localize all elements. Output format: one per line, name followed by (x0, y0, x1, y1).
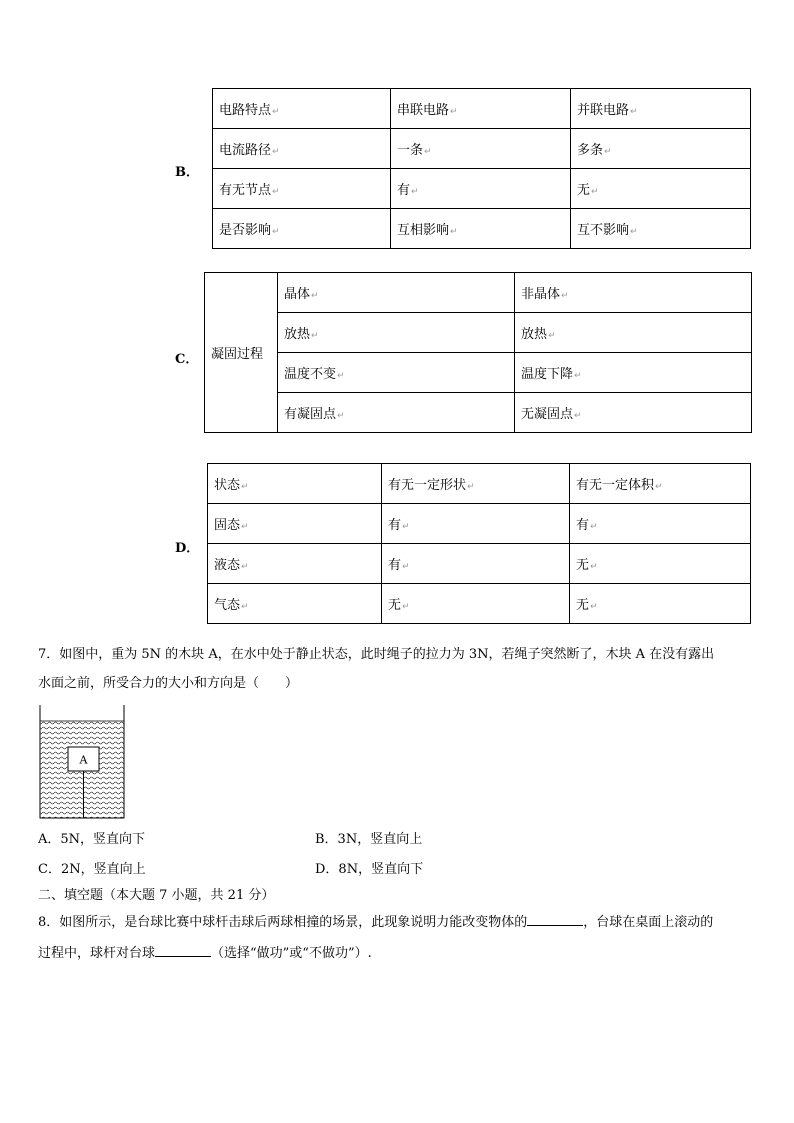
table-cell (515, 273, 752, 313)
table-cell (515, 313, 752, 353)
cell-text: 无凝固点 (521, 407, 574, 422)
paragraph-mark-icon: ↵ (655, 482, 663, 492)
paragraph-mark-icon: ↵ (574, 411, 582, 421)
table-row (208, 464, 751, 504)
table-row (208, 504, 751, 544)
table-cell (278, 273, 515, 313)
paragraph-mark-icon: ↵ (402, 602, 410, 612)
answer-blank-1[interactable] (527, 913, 583, 926)
paragraph-mark-icon: ↵ (450, 107, 458, 117)
table-cell (213, 209, 391, 249)
cell-text: 有无一定形状 (388, 478, 467, 493)
question-8-text-b: ，台球在桌面上滚动的 (583, 915, 714, 930)
cell-text: 气态 (214, 598, 241, 613)
table-cell (278, 353, 515, 393)
cell-text: 有凝固点 (284, 407, 337, 422)
table-cell (571, 89, 751, 129)
paragraph-mark-icon: ↵ (450, 227, 458, 237)
cell-text: 有 (388, 518, 402, 533)
paragraph-mark-icon: ↵ (590, 562, 598, 572)
table-cell (382, 464, 570, 504)
paragraph-mark-icon: ↵ (241, 602, 249, 612)
table-cell (570, 504, 751, 544)
cell-text: 放热 (521, 327, 548, 342)
cell-text: 放热 (284, 327, 311, 342)
paragraph-mark-icon: ↵ (311, 331, 319, 341)
table-row (213, 169, 751, 209)
table-cell (382, 584, 570, 624)
cell-text: 串联电路 (397, 103, 450, 118)
cell-text: 电流路径 (219, 143, 272, 158)
question-7-line1: 7．如图中，重为 5N 的木块 A，在水中处于静止状态，此时绳子的拉力为 3N，若绳子突然断了，木块 A 在没有露出 (38, 647, 715, 662)
paragraph-mark-icon: ↵ (241, 482, 249, 492)
option-c-label: C． (175, 352, 199, 367)
cell-text: 无 (576, 598, 590, 613)
cell-text: 状态 (214, 478, 241, 493)
question-8-text-a: 8．如图所示，是台球比赛中球杆击球后两球相撞的场景，此现象说明力能改变物体的 (38, 915, 528, 930)
cell-text: 互相影响 (397, 223, 450, 238)
cell-text: 有 (397, 183, 411, 198)
table-cell (208, 504, 382, 544)
answer-blank-2[interactable] (155, 944, 211, 957)
table-cell (278, 313, 515, 353)
paragraph-mark-icon: ↵ (574, 371, 582, 381)
paragraph-mark-icon: ↵ (337, 411, 345, 421)
cell-text: 无 (388, 598, 402, 613)
question-8-text-d: （选择“做功”或“不做功”）. (211, 946, 372, 961)
cell-text: 有 (388, 558, 402, 573)
question-7-line2: 水面之前，所受合力的大小和方向是（ ） (38, 676, 299, 691)
table-cell (515, 353, 752, 393)
cell-text: 并联电路 (577, 103, 630, 118)
paragraph-mark-icon: ↵ (411, 187, 419, 197)
table-row (205, 313, 752, 353)
paragraph-mark-icon: ↵ (561, 291, 569, 301)
paragraph-mark-icon: ↵ (467, 482, 475, 492)
answer-option-c[interactable]: C．2N，竖直向上 (38, 862, 146, 877)
figure-beaker-with-block (36, 705, 128, 823)
wood-block-a-label: A (79, 753, 88, 767)
paragraph-mark-icon: ↵ (241, 522, 249, 532)
table-cell (208, 464, 382, 504)
cell-text: 晶体 (284, 287, 311, 302)
cell-text: 温度不变 (284, 367, 337, 382)
cell-text: 多条 (577, 143, 604, 158)
paragraph-mark-icon: ↵ (591, 187, 599, 197)
paragraph-mark-icon: ↵ (272, 187, 280, 197)
cell-text: 温度下降 (521, 367, 574, 382)
cell-text: 无 (576, 558, 590, 573)
cell-text: 是否影响 (219, 223, 272, 238)
table-row (208, 544, 751, 584)
table-cell (382, 504, 570, 544)
question-8-text-c: 过程中，球杆对台球 (38, 946, 156, 961)
answer-option-d[interactable]: D．8N，竖直向下 (315, 862, 424, 877)
paragraph-mark-icon: ↵ (272, 107, 280, 117)
answer-option-a[interactable]: A．5N，竖直向下 (38, 832, 146, 847)
paragraph-mark-icon: ↵ (604, 147, 612, 157)
table-cell (570, 584, 751, 624)
table-cell (391, 209, 571, 249)
table-cell (213, 89, 391, 129)
cell-text: 无 (577, 183, 591, 198)
table-cell (213, 169, 391, 209)
table-cell (391, 169, 571, 209)
cell-text: 凝固过程 (211, 347, 264, 362)
question-8-line1 (38, 913, 713, 933)
cell-text: 一条 (397, 143, 424, 158)
paragraph-mark-icon: ↵ (590, 522, 598, 532)
table-cell (571, 209, 751, 249)
cell-text: 互不影响 (577, 223, 630, 238)
cell-text: 液态 (214, 558, 241, 573)
paragraph-mark-icon: ↵ (402, 562, 410, 572)
table-cell (391, 89, 571, 129)
table-row (213, 129, 751, 169)
table-cell (570, 544, 751, 584)
table-row (213, 89, 751, 129)
table-row (205, 273, 752, 313)
paragraph-mark-icon: ↵ (311, 291, 319, 301)
paragraph-mark-icon: ↵ (241, 562, 249, 572)
cell-text: 固态 (214, 518, 241, 533)
table-row (205, 393, 752, 433)
table-cell (208, 544, 382, 584)
merged-label-cell (205, 273, 278, 433)
cell-text: 非晶体 (521, 287, 561, 302)
option-b-label: B． (175, 165, 199, 180)
answer-option-b[interactable]: B．3N，竖直向上 (315, 832, 423, 847)
paragraph-mark-icon: ↵ (630, 107, 638, 117)
table-row (213, 209, 751, 249)
table-cell (570, 464, 751, 504)
table-cell (382, 544, 570, 584)
cell-text: 有 (576, 518, 590, 533)
paragraph-mark-icon: ↵ (402, 522, 410, 532)
paragraph-mark-icon: ↵ (337, 371, 345, 381)
table-cell (213, 129, 391, 169)
table-cell (571, 169, 751, 209)
paragraph-mark-icon: ↵ (272, 147, 280, 157)
paragraph-mark-icon: ↵ (272, 227, 280, 237)
table-cell (208, 584, 382, 624)
table-row (208, 584, 751, 624)
cell-text: 有无一定体积 (576, 478, 655, 493)
table-c (204, 272, 752, 433)
paragraph-mark-icon: ↵ (590, 602, 598, 612)
question-8-line2 (38, 944, 372, 964)
table-d (207, 463, 751, 624)
table-cell (278, 393, 515, 433)
section-2-heading: 二、填空题（本大题 7 小题，共 21 分） (38, 888, 275, 903)
option-d-label: D． (175, 541, 200, 556)
table-cell (391, 129, 571, 169)
paragraph-mark-icon: ↵ (424, 147, 432, 157)
table-cell (515, 393, 752, 433)
table-b (212, 88, 751, 249)
table-row (205, 353, 752, 393)
paragraph-mark-icon: ↵ (548, 331, 556, 341)
paragraph-mark-icon: ↵ (630, 227, 638, 237)
cell-text: 电路特点 (219, 103, 272, 118)
table-cell (571, 129, 751, 169)
cell-text: 有无节点 (219, 183, 272, 198)
